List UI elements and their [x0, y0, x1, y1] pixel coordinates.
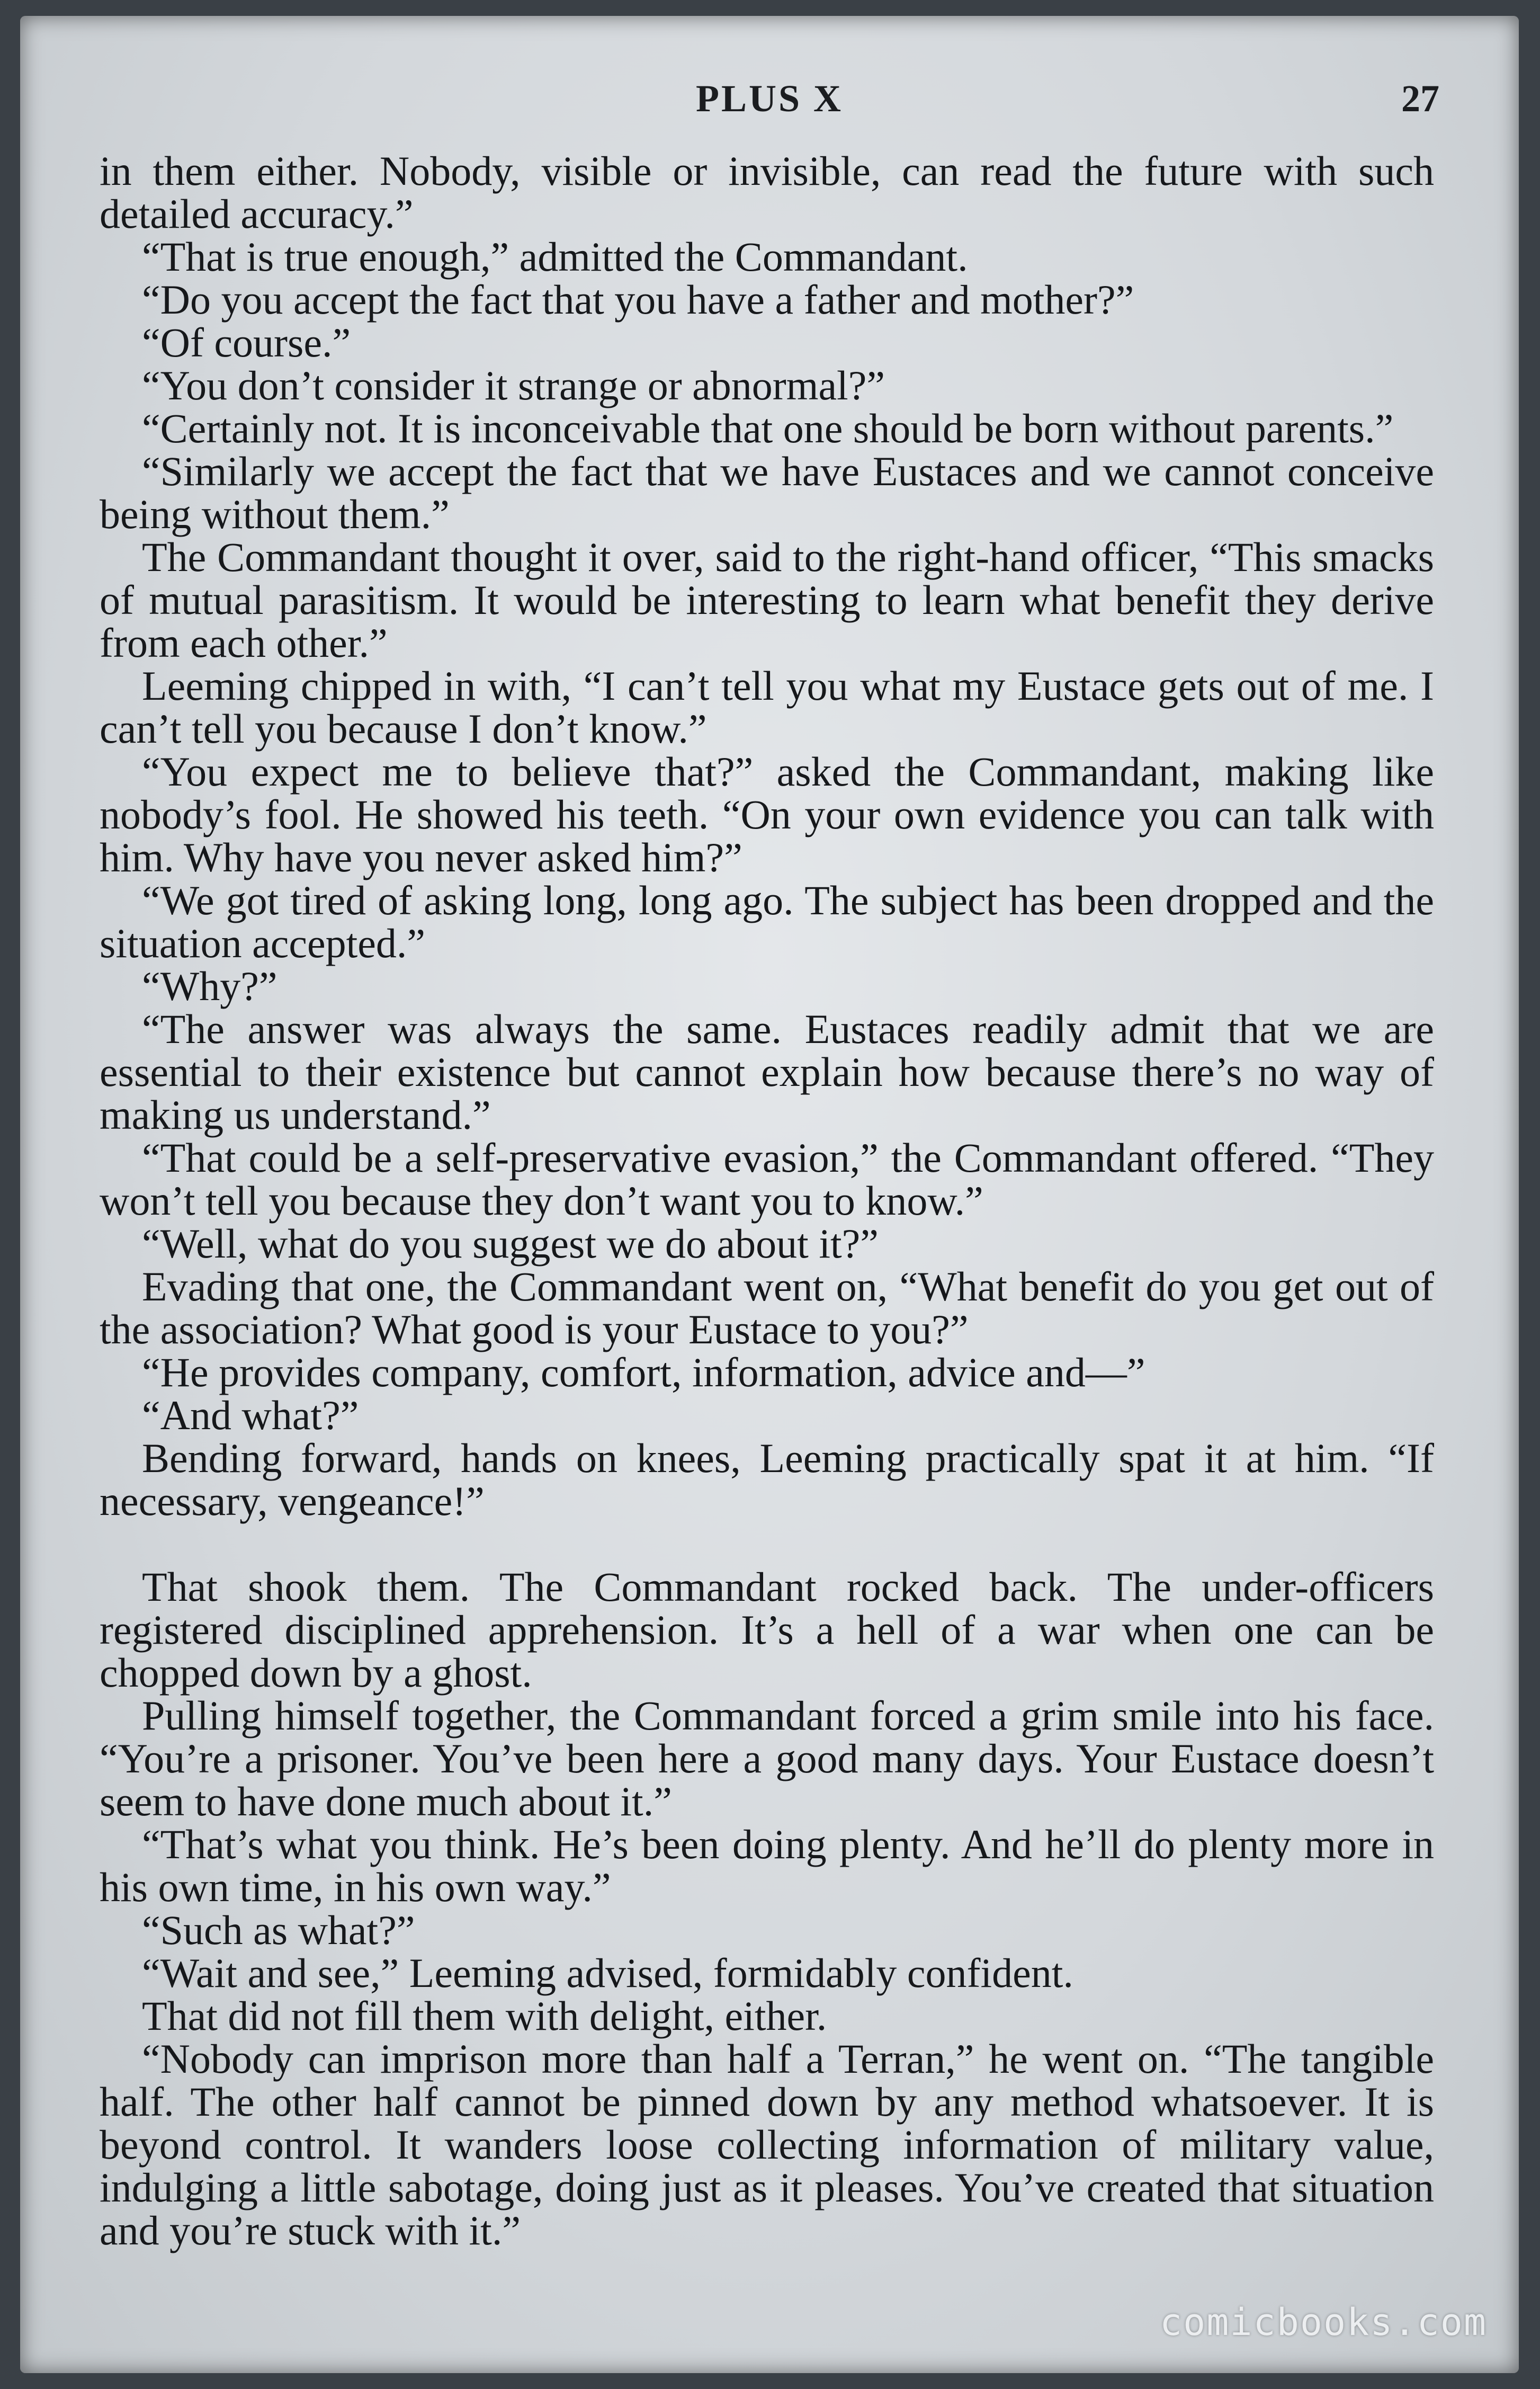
paragraph: The Commandant thought it over, said to the right-hand officer, “This smacks of mutual parasitism. It would be interesting to learn what benefit they derive from each other.” — [100, 534, 1434, 666]
paragraph: “Nobody can imprison more than half a Terran,” he went on. “The tangible half. The other half cannot be pinned down by any method whatsoever. It is beyond control. It wanders loose collecting information of military value, indulging a little sabotage, doing just as it pleases. You’ve created that situation and you’re stuck with it.” — [100, 2036, 1434, 2253]
paragraph: “That could be a self-preservative evasion,” the Commandant offered. “They won’t tell you because they don’t want you to know.” — [100, 1135, 1434, 1224]
paragraph: Evading that one, the Commandant went on, “What benefit do you get out of the association? What good is your Eustace to you?” — [100, 1263, 1434, 1352]
book-page — [20, 16, 1519, 2373]
paragraph: “Why?” — [142, 963, 277, 1009]
paragraph: “Certainly not. It is inconceivable that one should be born without parents.” — [142, 405, 1394, 451]
paragraph: “That’s what you think. He’s been doing plenty. And he’ll do plenty more in his own time, in his own way.” — [100, 1821, 1434, 1910]
body-text — [100, 149, 1434, 2252]
paragraph: “You don’t consider it strange or abnormal?” — [142, 362, 885, 408]
paragraph: “Similarly we accept the fact that we have Eustaces and we cannot conceive being without them.” — [100, 448, 1434, 537]
paragraph: “Such as what?” — [142, 1907, 415, 1953]
paragraph: Pulling himself together, the Commandant forced a grim smile into his face. “You’re a prisoner. You’ve been here a good many days. Your Eustace doesn’t seem to have done much about it.” — [100, 1692, 1434, 1824]
watermark: comicbooks.com — [1159, 2301, 1487, 2344]
running-title: PLUS X — [695, 77, 844, 120]
paragraph: “Do you accept the fact that you have a father and mother?” — [142, 277, 1134, 323]
paragraph: in them either. Nobody, visible or invisible, can read the future with such detailed accuracy.” — [100, 148, 1434, 237]
paragraph: “Well, what do you suggest we do about it?” — [142, 1220, 879, 1267]
paragraph: Leeming chipped in with, “I can’t tell you what my Eustace gets out of me. I can’t tell you because I don’t know.” — [100, 663, 1434, 752]
paragraph: That did not fill them with delight, either. — [142, 1993, 827, 2039]
paragraph: “You expect me to believe that?” asked the Commandant, making like nobody’s fool. He showed his teeth. “On your own evidence you can talk with him. Why have you never asked him?” — [100, 748, 1434, 880]
paragraph: “The answer was always the same. Eustaces readily admit that we are essential to their existence but cannot explain how because there’s no way of making us understand.” — [100, 1006, 1434, 1138]
paragraph: “Of course.” — [142, 319, 351, 366]
paragraph: “We got tired of asking long, long ago. The subject has been dropped and the situation accepted.” — [100, 877, 1434, 966]
paragraph: “He provides company, comfort, information, advice and—” — [142, 1349, 1145, 1395]
page-number: 27 — [1401, 77, 1439, 120]
paragraph: “That is true enough,” admitted the Commandant. — [142, 234, 968, 280]
paragraph: “Wait and see,” Leeming advised, formidably confident. — [142, 1950, 1073, 1996]
running-head — [100, 77, 1439, 130]
paragraph: “And what?” — [142, 1392, 359, 1438]
paragraph: That shook them. The Commandant rocked back. The under-officers registered disciplined apprehension. It’s a hell of a war when one can be chopped down by a ghost. — [100, 1564, 1434, 1696]
paragraph: Bending forward, hands on knees, Leeming practically spat it at him. “If necessary, vengeance!” — [100, 1435, 1434, 1524]
